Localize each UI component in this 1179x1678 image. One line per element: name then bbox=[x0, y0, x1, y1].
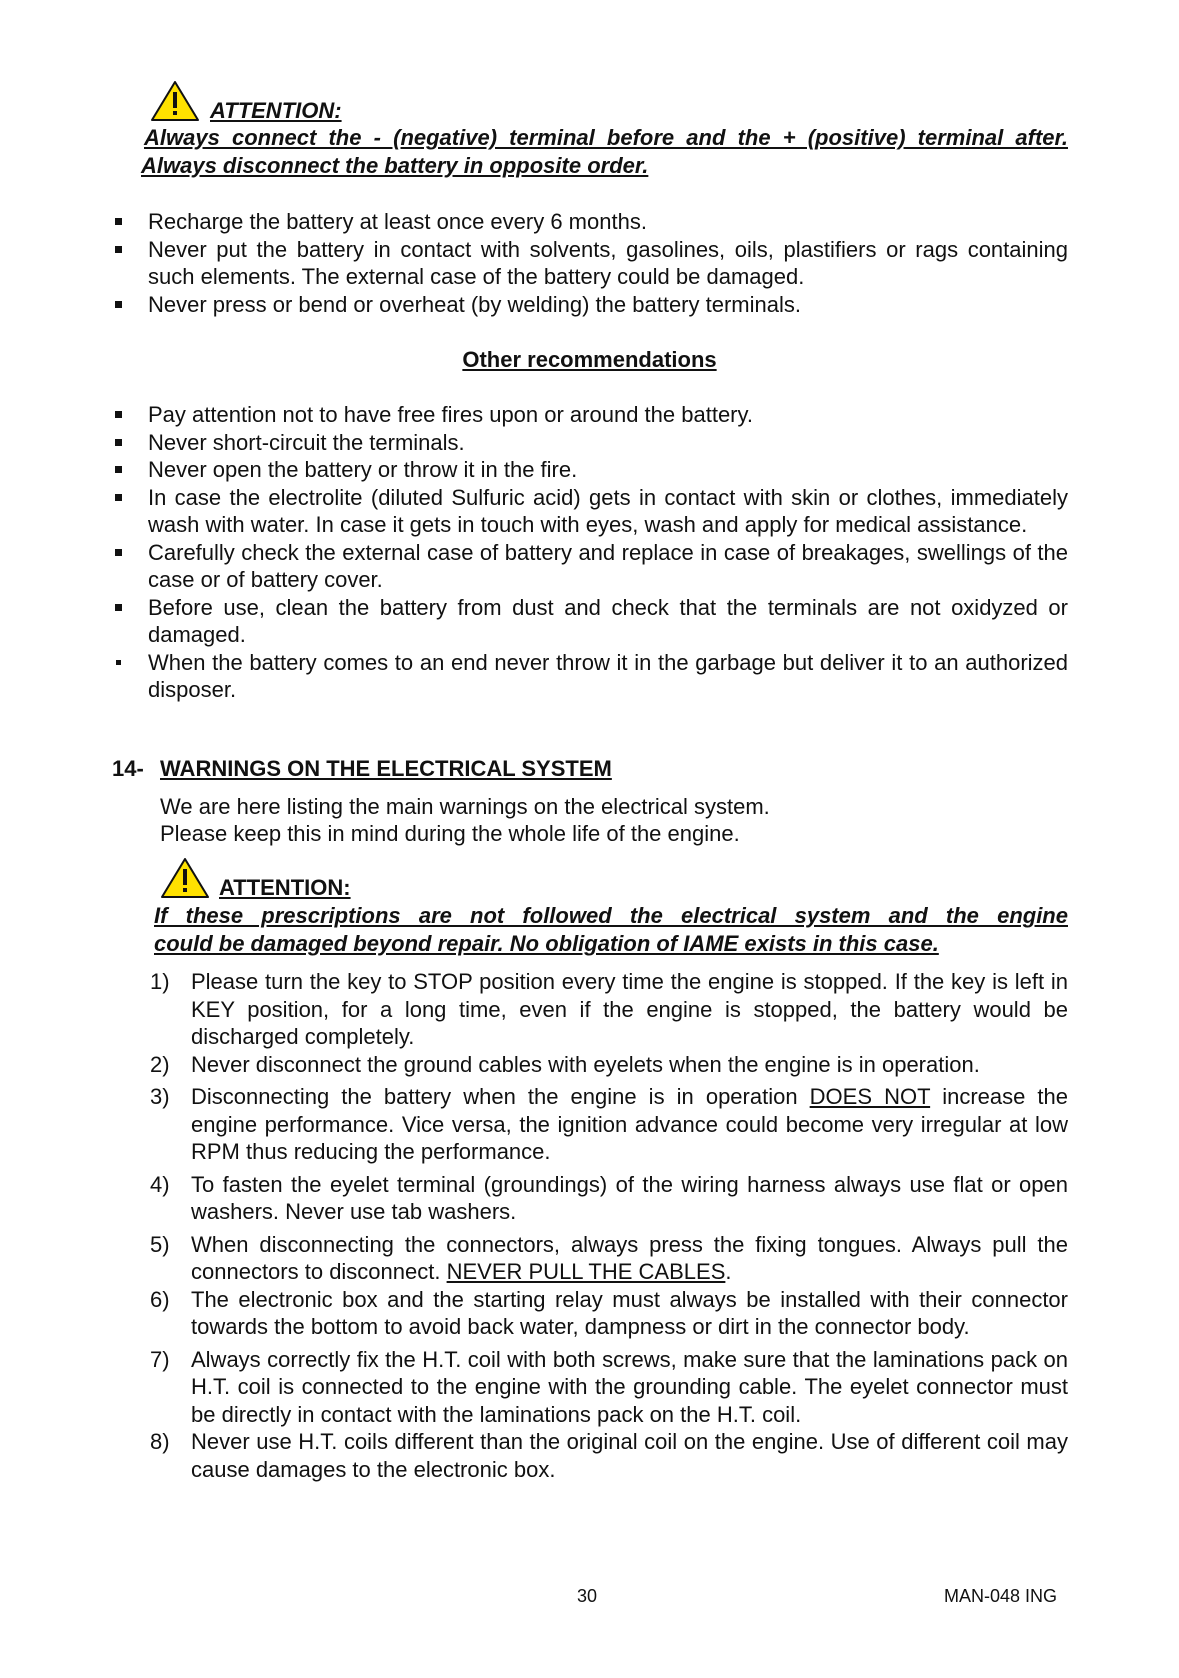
emphasis-text: DOES NOT bbox=[809, 1084, 931, 1109]
page-number: 30 bbox=[577, 1586, 598, 1606]
list-item: Never short-circuit the terminals. bbox=[112, 429, 1068, 457]
list-item: 3) Disconnecting the battery when the engine is in operation DOES NOT increase the engine performance. Vice versa, the ignition advance could become very irregular at low RPM thus reducing the performance. bbox=[150, 1084, 1069, 1164]
list-item: 8) Never use H.T. coils different than the original coil on the engine. Use of different coil may cause damages to the electronic box. bbox=[150, 1429, 1068, 1482]
attention-line: If these prescriptions are not followed the electrical system and the engine bbox=[154, 903, 1068, 928]
list-item: 7) Always correctly fix the H.T. coil with both screws, make sure that the laminations pack on H.T. coil is connected to the engine with the grounding cable. The eyelet connector must be directly in contact with the laminations pack on the H.T. coil. bbox=[150, 1346, 1068, 1427]
list-item: 1) Please turn the key to STOP position every time the engine is stopped. If the key is left in KEY position, for a long time, even if the engine is stopped, the battery would be discharged completely. bbox=[150, 969, 1068, 1049]
section-title: WARNINGS ON THE ELECTRICAL SYSTEM bbox=[160, 756, 612, 781]
attention-title: ATTENTION: bbox=[219, 875, 351, 900]
intro-text: Please keep this in mind during the whole life of the engine. bbox=[160, 821, 740, 846]
list-item: Before use, clean the battery from dust and check that the terminals are not oxidyzed or damaged. bbox=[112, 594, 1068, 649]
battery-care-list bbox=[112, 208, 1068, 318]
list-item: 2) Never disconnect the ground cables with eyelets when the engine is in operation. bbox=[150, 1051, 980, 1077]
attention-line: Always disconnect the battery in opposite order. bbox=[141, 153, 649, 178]
list-item: Recharge the battery at least once every 6 months. bbox=[112, 208, 1068, 236]
list-item: Pay attention not to have free fires upon or around the battery. bbox=[112, 401, 1068, 429]
section-number: 14- bbox=[112, 756, 144, 781]
emphasis-text: NEVER PULL THE CABLES bbox=[446, 1259, 726, 1284]
list-item: In case the electrolite (diluted Sulfuric acid) gets in contact with skin or clothes, immediately wash with water. In case it gets in touch with eyes, wash and apply for medical assistance. bbox=[112, 484, 1068, 539]
list-item: Never put the battery in contact with solvents, gasolines, oils, plastifiers or rags containing such elements. The external case of the battery could be damaged. bbox=[112, 236, 1068, 291]
list-item: 6) The electronic box and the starting relay must always be installed with their connector towards the bottom to avoid back water, dampness or dirt in the connector body. bbox=[150, 1286, 1068, 1339]
attention-title: ATTENTION: bbox=[210, 98, 342, 123]
list-item: 4) To fasten the eyelet terminal (groundings) of the wiring harness always use flat or open washers. Never use tab washers. bbox=[150, 1171, 1068, 1224]
list-item: Never open the battery or throw it in the fire. bbox=[112, 456, 1068, 484]
list-item: Carefully check the external case of battery and replace in case of breakages, swellings of the case or of battery cover. bbox=[112, 539, 1068, 594]
intro-text: We are here listing the main warnings on the electrical system. bbox=[160, 794, 770, 819]
list-item: Never press or bend or overheat (by welding) the battery terminals. bbox=[112, 291, 1068, 319]
section-heading: Other recommendations bbox=[462, 347, 717, 372]
attention-line: Always connect the - (negative) terminal before and the + (positive) terminal after. bbox=[144, 125, 1068, 150]
recommendations-list bbox=[112, 401, 1068, 704]
list-item: 5) When disconnecting the connectors, always press the fixing tongues. Always pull the connectors to disconnect. NEVER PULL THE CABLES. bbox=[150, 1231, 1068, 1284]
document-code: MAN-048 ING bbox=[944, 1586, 1058, 1606]
list-item: When the battery comes to an end never throw it in the garbage but deliver it to an authorized disposer. bbox=[112, 649, 1068, 704]
attention-line: could be damaged beyond repair. No obligation of IAME exists in this case. bbox=[154, 931, 939, 956]
warning-icon bbox=[150, 80, 200, 128]
warnings-list bbox=[150, 968, 1068, 1488]
warning-icon bbox=[160, 857, 210, 905]
